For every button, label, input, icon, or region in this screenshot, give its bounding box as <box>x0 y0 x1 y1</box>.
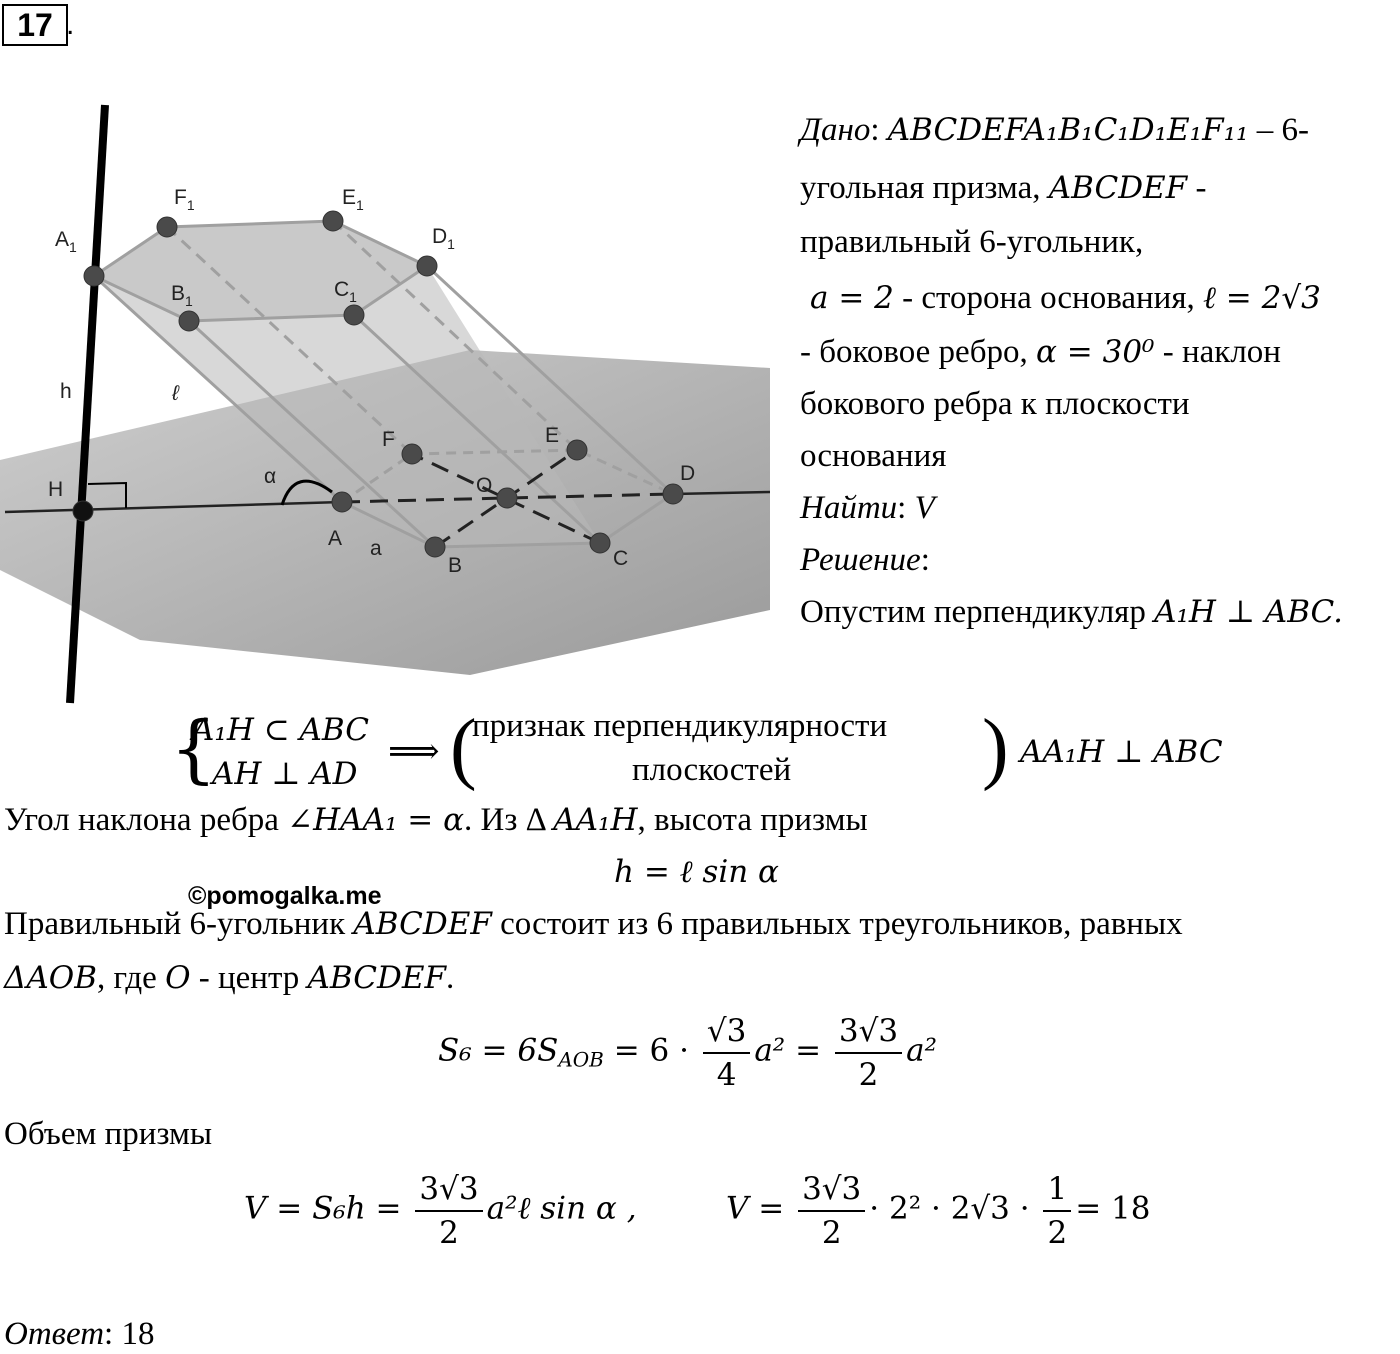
hex-text-pre: Правильный 6-угольник <box>4 906 354 942</box>
area-eq2: = <box>785 1032 831 1069</box>
given-line5-post: - наклон <box>1154 334 1281 370</box>
area-frac2-den: 2 <box>858 1057 879 1093</box>
angle-text-mid: . Из Δ <box>464 802 554 838</box>
given-colon: : <box>870 112 880 148</box>
area-frac1 <box>703 1010 750 1096</box>
answer-value: 18 <box>113 1316 155 1352</box>
vertex-H <box>73 501 93 521</box>
vol-frac <box>415 1168 482 1254</box>
area-sub: AOB <box>558 1047 604 1072</box>
answer-line <box>4 1314 154 1354</box>
area-lhs: S₆ = 6S <box>438 1032 559 1069</box>
given-line2-text: угольная призма, <box>800 170 1049 206</box>
label-F: F <box>382 428 395 451</box>
angle-text-pre: Угол наклона ребра <box>4 802 288 838</box>
given-line-7: основания <box>800 438 947 474</box>
label-D: D <box>680 462 696 485</box>
vol2-lhs: V = <box>726 1190 795 1227</box>
solution-colon: : <box>920 542 930 578</box>
watermark: ©pomogalka.me <box>188 882 382 910</box>
answer-colon: : <box>104 1316 114 1352</box>
triangle-math: ΔAOB <box>4 960 97 996</box>
angle-math: ∠HAA₁ = α <box>287 802 464 838</box>
solution-line-1 <box>800 592 1343 632</box>
given-line2-tail: - <box>1187 170 1207 206</box>
given-line-2 <box>800 168 1206 208</box>
system-conclusion: AA₁H ⊥ ABC <box>1020 734 1223 770</box>
vol2-frac2-num: 1 <box>1043 1168 1071 1212</box>
prism-name: ABCDEFA₁B₁C₁D₁E₁F₁₁ <box>887 112 1249 148</box>
vol2-frac-num: 3√3 <box>798 1168 865 1212</box>
label-F1: $F_1$ <box>174 186 195 213</box>
vol2-mid: · 2² · 2√3 · <box>869 1190 1040 1227</box>
volume-formula-2 <box>726 1168 1150 1254</box>
given-dash: – 6- <box>1248 112 1309 148</box>
area-eq1: = 6 · <box>603 1032 699 1069</box>
height-formula: h = ℓ sin α <box>614 854 779 890</box>
solution-label-line <box>800 540 930 580</box>
area-frac1-num: √3 <box>703 1010 750 1054</box>
area-frac2 <box>835 1010 902 1096</box>
vol2-frac <box>798 1168 865 1254</box>
vertex-C <box>590 533 610 553</box>
vertex-O <box>497 488 517 508</box>
angle-triangle: AA₁H <box>553 802 638 838</box>
given-line-6: бокового ребра к плоскости <box>800 386 1190 422</box>
vertex-E <box>567 440 587 460</box>
prism-figure <box>0 100 780 710</box>
angle-text-post: , высота призмы <box>637 802 868 838</box>
center-end: . <box>446 960 455 996</box>
given-label: Дано <box>800 112 871 148</box>
label-alpha: α <box>264 465 277 488</box>
vertex-D <box>663 484 683 504</box>
label-A1: $A_1$ <box>55 228 77 255</box>
area-formula <box>438 1010 937 1096</box>
label-E1: $E_1$ <box>342 186 364 213</box>
implies-arrow: ⟹ <box>388 731 440 772</box>
vertex-F1 <box>157 217 177 237</box>
answer-label: Ответ <box>4 1316 105 1352</box>
area-frac1-den: 4 <box>716 1057 737 1093</box>
volume-formula-1 <box>244 1168 637 1254</box>
reason-paren-left: ( <box>450 704 477 792</box>
label-B: B <box>448 554 463 577</box>
area-a2: a² <box>754 1032 786 1069</box>
vertex-F <box>402 444 422 464</box>
center-text: - центр <box>190 960 308 996</box>
system-line-1: A₁H ⊂ ABC <box>192 712 369 748</box>
vertex-E1 <box>323 211 343 231</box>
vertex-B <box>425 537 445 557</box>
label-l: ℓ <box>172 382 179 405</box>
label-E: E <box>545 424 560 447</box>
solution-line1-math: A₁H ⊥ ABC. <box>1154 594 1344 630</box>
label-a: a <box>370 537 382 560</box>
system-line-2: AH ⊥ AD <box>212 756 358 792</box>
solution-line1-text: Опустим перпендикуляр <box>800 594 1155 630</box>
reason-line-1: признак перпендикулярности <box>472 708 888 744</box>
given-line-3: правильный 6-угольник, <box>800 224 1144 260</box>
vol2-frac-den: 2 <box>821 1215 842 1251</box>
angle-value: α = 30⁰ <box>1035 334 1155 370</box>
given-line-5 <box>800 332 1281 372</box>
find-label: Найти <box>800 490 898 526</box>
solution-label: Решение <box>800 542 921 578</box>
hexagon-line <box>4 904 1183 944</box>
vol-rhs: a²ℓ sin α , <box>486 1190 637 1227</box>
vertex-A <box>332 492 352 512</box>
angle-line <box>4 800 868 840</box>
center-math2: ABCDEF <box>307 960 446 996</box>
given-line-1 <box>800 110 1309 150</box>
label-D1: $D_1$ <box>432 225 455 252</box>
center-math: O <box>165 960 191 996</box>
system-brace: { <box>170 706 218 792</box>
vertex-A1 <box>84 266 104 286</box>
vertex-C1 <box>344 305 364 325</box>
volume-text: Объем призмы <box>4 1116 213 1152</box>
vol2-frac2-den: 2 <box>1047 1215 1068 1251</box>
label-A: A <box>328 527 343 550</box>
vol-frac-num: 3√3 <box>415 1168 482 1212</box>
vol-lhs: V = S₆h = <box>244 1190 412 1227</box>
vol2-frac2 <box>1043 1168 1071 1254</box>
given-line-4 <box>810 278 1321 318</box>
area-a2b: a² <box>906 1032 938 1069</box>
edge-value: ℓ = 2√3 <box>1203 280 1321 316</box>
find-line <box>800 488 935 528</box>
triangle-text-mid: , где <box>96 960 166 996</box>
label-H: H <box>48 478 64 501</box>
problem-number-dot: . <box>66 8 75 41</box>
problem-number: 17 <box>2 4 68 46</box>
vertex-D1 <box>417 256 437 276</box>
vertex-B1 <box>179 311 199 331</box>
side-value: a = 2 <box>810 280 894 316</box>
reason-paren-right: ) <box>982 704 1009 792</box>
given-line2-math: ABCDEF <box>1048 170 1188 206</box>
reason-line-2: плоскостей <box>632 752 792 788</box>
find-colon: : <box>897 490 907 526</box>
label-C1: $C_1$ <box>334 278 357 305</box>
label-O: O <box>476 474 493 497</box>
area-frac2-num: 3√3 <box>835 1010 902 1054</box>
label-C: C <box>613 547 629 570</box>
given-line4-text: - сторона основания, <box>893 280 1203 316</box>
label-B1: $B_1$ <box>171 282 193 309</box>
label-h: h <box>60 380 72 403</box>
vol2-result: = 18 <box>1075 1190 1151 1227</box>
find-value: V <box>914 490 935 526</box>
given-line5-pre: - боковое ребро, <box>800 334 1036 370</box>
triangle-line <box>4 958 454 998</box>
hex-text-post: состоит из 6 правильных треугольников, равных <box>491 906 1183 942</box>
vol-frac-den: 2 <box>439 1215 459 1251</box>
hex-math: ABCDEF <box>353 906 492 942</box>
